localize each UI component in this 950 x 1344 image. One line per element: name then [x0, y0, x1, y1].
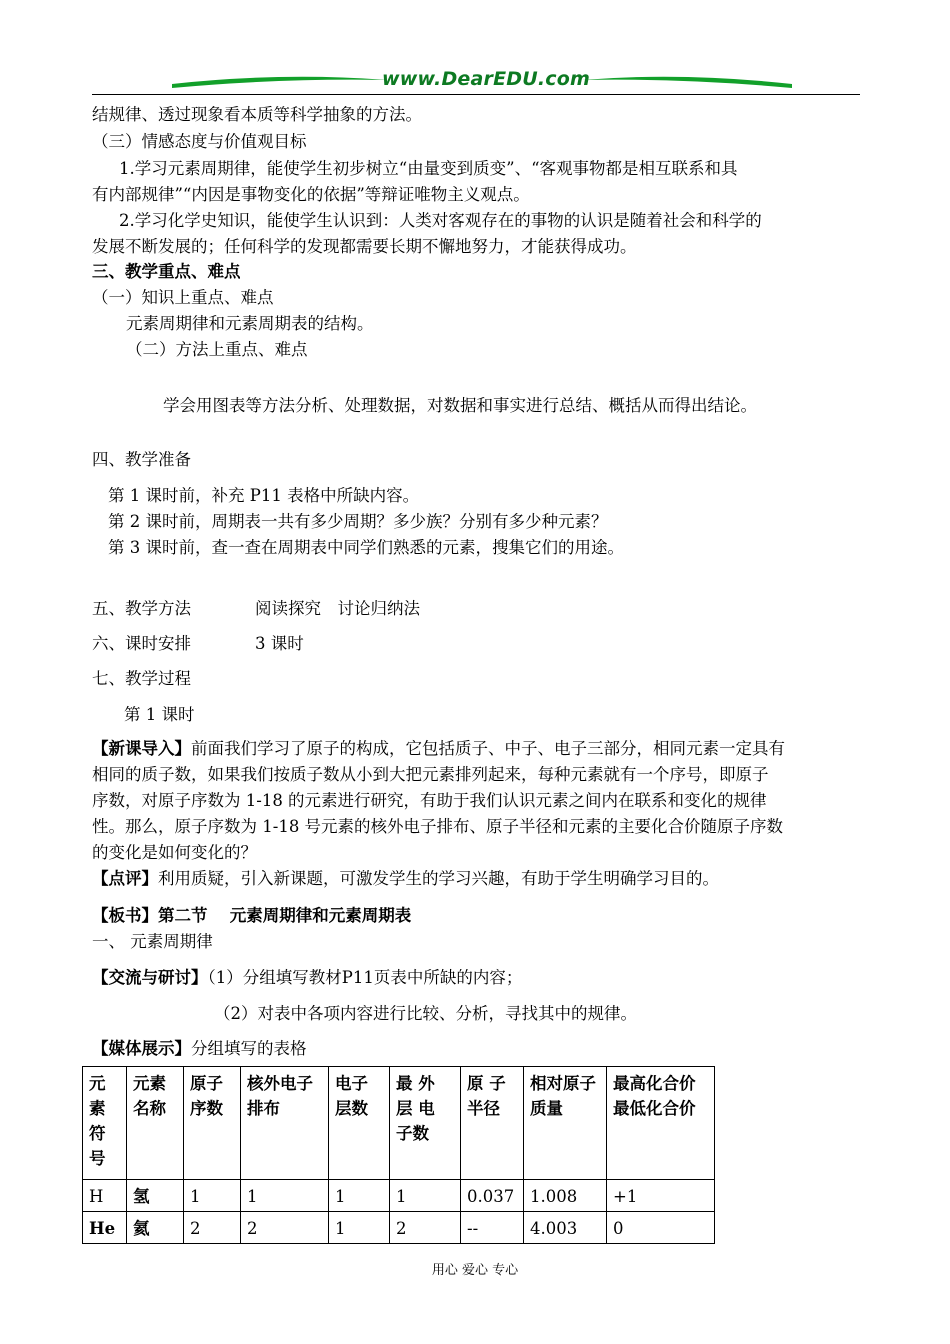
text-line: （2）对表中各项内容进行比较、分析，寻找其中的规律。 [214, 1004, 637, 1023]
table-cell: 1 [241, 1180, 329, 1212]
board-heading: 【板书】第二节 元素周期律和元素周期表 [92, 906, 412, 925]
table-cell: 1 [329, 1180, 390, 1212]
right-swoosh-graphic [582, 74, 792, 88]
section-heading: 七、教学过程 [92, 669, 191, 688]
sub-heading: （一）知识上重点、难点 [92, 288, 274, 307]
text-line: 性。那么，原子序数为 1-18 号元素的核外电子排布、原子半径和元素的主要化合价随原子序数 [92, 817, 784, 836]
table-row [83, 1212, 715, 1244]
text-line: 结规律、透过现象看本质等科学抽象的方法。 [92, 105, 422, 124]
table-cell: 氢 [127, 1180, 184, 1212]
text-span: （1）分组填写教材P11页表中所缺的内容； [207, 968, 523, 987]
text-line [92, 967, 522, 989]
text-line: 阅读探究 讨论归纳法 [255, 599, 420, 618]
table-cell: 1 [390, 1180, 461, 1212]
table-cell: 2 [184, 1212, 241, 1244]
site-logo-text: www.DearEDU.com [382, 68, 591, 90]
table-cell: 2 [390, 1212, 461, 1244]
text-line: 第 1 课时前，补充 P11 表格中所缺内容。 [108, 486, 420, 505]
text-line: 的变化是如何变化的？ [92, 843, 257, 862]
section-heading: 五、教学方法 [92, 599, 191, 618]
table-cell: -- [461, 1212, 524, 1244]
table-cell: 0.037 [461, 1180, 524, 1212]
table-cell: 2 [241, 1212, 329, 1244]
bracket-tag: 【交流与研讨】 [92, 968, 208, 987]
text-line: 第 3 课时前，查一查在周期表中同学们熟悉的元素，搜集它们的用途。 [108, 538, 624, 557]
text-line [92, 868, 719, 890]
text-line [92, 738, 785, 760]
left-swoosh-graphic [172, 74, 387, 88]
table-cell: 氦 [127, 1212, 184, 1244]
table-header-row [83, 1067, 715, 1180]
table-cell: He [83, 1212, 127, 1244]
section-heading: 六、课时安排 [92, 634, 191, 653]
text-line: 第 2 课时前，周期表一共有多少周期？多少族？分别有多少种元素？ [108, 512, 608, 531]
table-cell: 0 [607, 1212, 715, 1244]
sub-heading: 一、 元素周期律 [92, 932, 213, 951]
table-cell: 1 [184, 1180, 241, 1212]
text-line: 序数，对原子序数为 1-18 的元素进行研究，有助于我们认识元素之间内在联系和变化的规律 [92, 791, 767, 810]
column-header: 核外电子排布 [241, 1067, 329, 1180]
page-footer: 用心 爱心 专心 [431, 1263, 519, 1278]
table-row [83, 1180, 715, 1212]
text-span: 前面我们学习了原子的构成，它包括质子、中子、电子三部分，相同元素一定具有 [191, 739, 785, 758]
text-line: 1.学习元素周期律，能使学生初步树立“由量变到质变”、“客观事物都是相互联系和具 [119, 159, 738, 178]
column-header: 原 子 半径 [461, 1067, 524, 1180]
column-header: 最 外 层 电 子数 [390, 1067, 461, 1180]
column-header: 原子序数 [184, 1067, 241, 1180]
text-line: 相同的质子数，如果我们按质子数从小到大把元素排列起来，每种元素就有一个序号，即原子 [92, 765, 769, 784]
text-line: 元素周期律和元素周期表的结构。 [126, 314, 374, 333]
table-cell: +1 [607, 1180, 715, 1212]
text-span: 利用质疑，引入新课题，可激发学生的学习兴趣，有助于学生明确学习目的。 [158, 869, 719, 888]
header-rule [92, 94, 860, 95]
text-line: 发展不断发展的；任何科学的发现都需要长期不懈地努力，才能获得成功。 [92, 237, 637, 256]
text-span: 分组填写的表格 [191, 1039, 307, 1058]
sub-heading: （二）方法上重点、难点 [126, 340, 308, 359]
table-cell: 1 [329, 1212, 390, 1244]
column-header: 最高化合价最低化合价 [607, 1067, 715, 1180]
text-line: 学会用图表等方法分析、处理数据，对数据和事实进行总结、概括从而得出结论。 [163, 396, 757, 415]
sub-heading: 第 1 课时 [124, 705, 195, 724]
text-line: 有内部规律”“内因是事物变化的依据”等辩证唯物主义观点。 [92, 185, 530, 204]
table-cell: 1.008 [524, 1180, 607, 1212]
text-line: 3 课时 [255, 634, 304, 653]
page-header [92, 66, 860, 96]
bracket-tag: 【新课导入】 [92, 739, 191, 758]
table-cell: 4.003 [524, 1212, 607, 1244]
text-line: 2.学习化学史知识，能使学生认识到：人类对客观存在的事物的认识是随着社会和科学的 [119, 211, 762, 230]
column-header: 相对原子质量 [524, 1067, 607, 1180]
section-heading: （三）情感态度与价值观目标 [92, 132, 307, 151]
text-line [92, 1038, 307, 1060]
bracket-tag: 【媒体展示】 [92, 1039, 191, 1058]
column-header: 元素名称 [127, 1067, 184, 1180]
section-heading: 四、教学准备 [92, 450, 191, 469]
column-header: 电子层数 [329, 1067, 390, 1180]
column-header: 元素符号 [83, 1067, 127, 1180]
element-table [82, 1066, 715, 1244]
table-cell: H [83, 1180, 127, 1212]
bracket-tag: 【点评】 [92, 869, 158, 888]
section-heading: 三、教学重点、难点 [92, 262, 241, 281]
